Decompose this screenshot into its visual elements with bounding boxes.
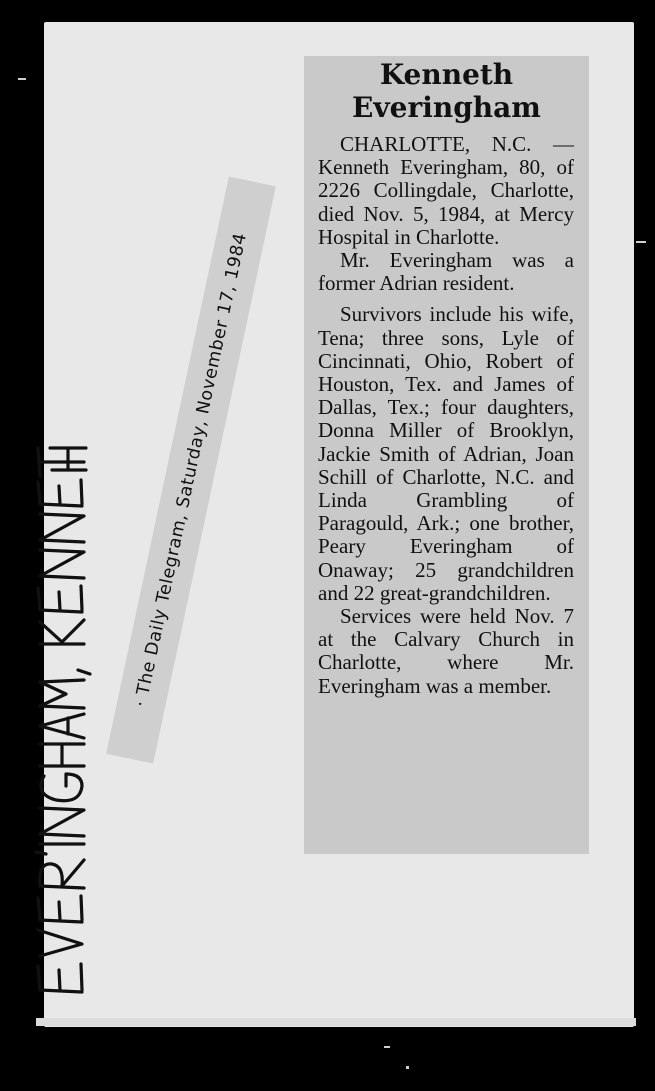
scan-speck (384, 1046, 390, 1048)
scan-speck (18, 78, 26, 80)
obituary-paragraph: Survivors include his wife, Tena; three sons, Lyle of Cincinnati, Ohio, Robert of Houston, Tex. and James of Dallas, Tex.; four daughters, Donna Miller of Brooklyn, Jackie Smith of Adrian, Joan Schill of Charlotte, N.C. and Linda Grambling of Paragould, Ark.; one brother, Peary Everingham of Onaway; 25 grandchildren and 22 great-grandchildren. (318, 302, 574, 605)
card-bottom-edge (36, 1018, 636, 1026)
obituary-paragraph: CHARLOTTE, N.C. — Kenneth Everingham, 80, of 2226 Collingdale, Charlotte, died Nov. 5, 1984, at Mercy Hospital in Charlotte. (318, 132, 574, 249)
handwriting-drawing (32, 440, 92, 1000)
obituary-clipping (304, 56, 589, 854)
obituary-paragraph: Services were held Nov. 7 at the Calvary Church in Charlotte, where Mr. Everingham was a member. (318, 604, 574, 698)
handwritten-name-label (32, 440, 92, 1000)
obituary-headline: Kenneth Everingham (352, 58, 541, 124)
obituary-body (318, 133, 574, 698)
obituary-paragraph: Mr. Everingham was a former Adrian resident. (318, 248, 574, 296)
scan-speck (636, 241, 646, 243)
dateline-text: · The Daily Telegram, Saturday, November 17, 1984 (130, 231, 252, 709)
scan-speck (406, 1066, 409, 1069)
